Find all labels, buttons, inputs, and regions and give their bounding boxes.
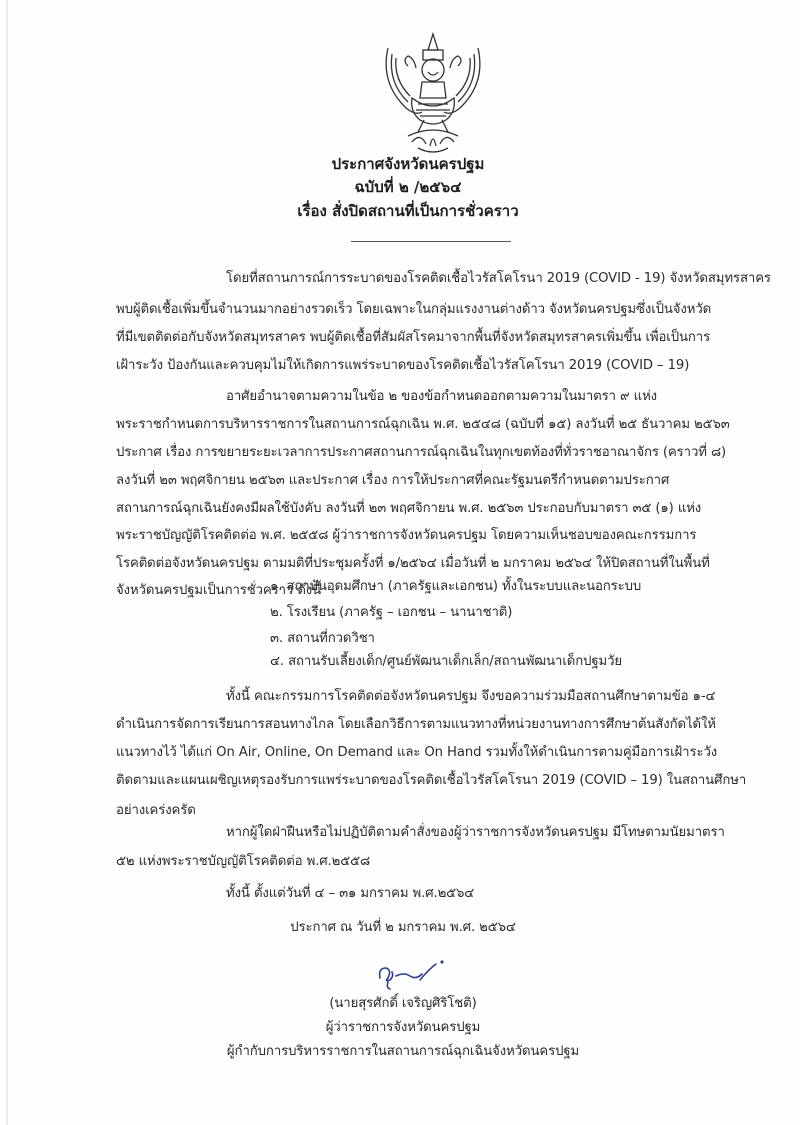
list-item: ๓. สถานที่กวดวิชา bbox=[270, 631, 375, 646]
paragraph-line: ที่มีเขตติดต่อกับจังหวัดสมุทรสาคร พบผู้ติดเชื้อที่สัมผัสโรคมาจากพื้นที่จังหวัดสมุทรสาครเพิ่มขึ้น เพื่อเป็นการ bbox=[116, 330, 711, 345]
list-item: ๒. โรงเรียน (ภาครัฐ – เอกชน – นานาชาติ) bbox=[270, 605, 513, 620]
signatory-position: ผู้ว่าราชการจังหวัดนครปฐม bbox=[325, 1020, 481, 1035]
announcement-title: ประกาศจังหวัดนครปฐม bbox=[331, 155, 485, 173]
paragraph-line: พระราชบัญญัติโรคติดต่อ พ.ศ. ๒๕๕๘ ผู้ว่าราชการจังหวัดนครปฐม โดยความเห็นชอบของคณะกรรมการ bbox=[116, 528, 697, 543]
paragraph-line: ประกาศ เรื่อง การขยายระยะเวลาการประกาศสถานการณ์ฉุกเฉินในทุกเขตท้องที่ทั่วราชอาณาจักร (คราวที่ ๘) bbox=[116, 445, 727, 460]
announcement-number: ฉบับที่ ๒ /๒๕๖๔ bbox=[354, 178, 462, 196]
paragraph-line: ดำเนินการจัดการเรียนการสอนทางไกล โดยเลือกวิธีการตามแนวทางที่หน่วยงานทางการศึกษาต้นสังกัดได้ให้ bbox=[116, 717, 716, 732]
announcement-subject: เรื่อง สั่งปิดสถานที่เป็นการชั่วคราว bbox=[297, 202, 519, 220]
garuda-emblem-icon bbox=[378, 28, 488, 158]
list-item: ๔. สถานรับเลี้ยงเด็ก/ศูนย์พัฒนาเด็กเล็ก/สถานพัฒนาเด็กปฐมวัย bbox=[270, 654, 623, 669]
paragraph-line: เฝ้าระวัง ป้องกันและควบคุมไม่ให้เกิดการแพร่ระบาดของโรคติดเชื้อไวรัสโคโรนา 2019 (COVID – 19) bbox=[116, 358, 690, 373]
paragraph-line: อาศัยอำนาจตามความในข้อ ๒ ของข้อกำหนดออกตามความในมาตรา ๙ แห่ง bbox=[226, 389, 658, 404]
announcement-date: ประกาศ ณ วันที่ ๒ มกราคม พ.ศ. ๒๕๖๔ bbox=[290, 920, 516, 935]
signature-icon bbox=[370, 956, 460, 992]
signatory-position-secondary: ผู้กำกับการบริหารราชการในสถานการณ์ฉุกเฉินจังหวัดนครปฐม bbox=[226, 1044, 580, 1059]
signatory-name: (นายสุรศักดิ์ เจริญศิริโชติ) bbox=[329, 996, 477, 1011]
paragraph-line: พระราชกำหนดการบริหารราชการในสถานการณ์ฉุกเฉิน พ.ศ. ๒๕๔๘ (ฉบับที่ ๑๕) ลงวันที่ ๒๕ ธันวาคม ๒๕๖๓ bbox=[116, 417, 730, 432]
document-page bbox=[6, 0, 800, 1125]
paragraph-line: แนวทางไว้ ได้แก่ On Air, Online, On Demand และ On Hand รวมทั้งให้ดำเนินการตามคู่มือการเฝ้าระวัง bbox=[116, 745, 718, 760]
paragraph-line: พบผู้ติดเชื้อเพิ่มขึ้นจำนวนมากอย่างรวดเร็ว โดยเฉพาะในกลุ่มแรงงานต่างด้าว จังหวัดนครปฐมซึ่งเป็นจังหวัด bbox=[116, 302, 712, 317]
paragraph-line: จังหวัดนครปฐมเป็นการชั่วคราว ดังนี้ bbox=[116, 583, 322, 598]
paragraph-line: ติดตามและแผนเผชิญเหตุรองรับการแพร่ระบาดของโรคติดเชื้อไวรัสโคโรนา 2019 (COVID – 19) ในสถานศึกษา bbox=[116, 773, 747, 788]
paragraph-line: หากผู้ใดฝ่าฝืนหรือไม่ปฏิบัติตามคำสั่งของผู้ว่าราชการจังหวัดนครปฐม มีโทษตามนัยมาตรา bbox=[226, 825, 725, 840]
paragraph-line: สถานการณ์ฉุกเฉินยังคงมีผลใช้บังคับ ลงวันที่ ๒๓ พฤศจิกายน พ.ศ. ๒๕๖๓ ประกอบกับมาตรา ๓๕ (๑) แห่ง bbox=[116, 501, 702, 516]
paragraph-line: ๕๒ แห่งพระราชบัญญัติโรคติดต่อ พ.ศ.๒๕๕๘ bbox=[116, 854, 371, 869]
paragraph-line: ทั้งนี้ คณะกรรมการโรคติดต่อจังหวัดนครปฐม จึงขอความร่วมมือสถานศึกษาตามข้อ ๑-๔ bbox=[226, 689, 716, 704]
list-item: ๑. สถาบันอุดมศึกษา (ภาครัฐและเอกชน) ทั้งในระบบและนอกระบบ bbox=[270, 579, 642, 594]
paragraph-line: ลงวันที่ ๒๓ พฤศจิกายน ๒๕๖๓ และประกาศ เรื่อง การให้ประกาศที่คณะรัฐมนตรีกำหนดตามประกาศ bbox=[116, 473, 670, 488]
header-divider bbox=[351, 241, 511, 242]
paragraph-line: อย่างเคร่งครัด bbox=[116, 803, 196, 818]
paragraph-line: โรคติดต่อจังหวัดนครปฐม ตามมติที่ประชุมครั้งที่ ๑/๒๕๖๔ เมื่อวันที่ ๒ มกราคม ๒๕๖๔ ให้ปิดสถานที่ในพื้นที่ bbox=[116, 556, 710, 571]
paragraph-line: โดยที่สถานการณ์การระบาดของโรคติดเชื้อไวรัสโคโรนา 2019 (COVID - 19) จังหวัดสมุทรสาคร bbox=[226, 271, 771, 286]
effective-dates: ทั้งนี้ ตั้งแต่วันที่ ๔ – ๓๑ มกราคม พ.ศ.๒๕๖๔ bbox=[226, 886, 475, 901]
